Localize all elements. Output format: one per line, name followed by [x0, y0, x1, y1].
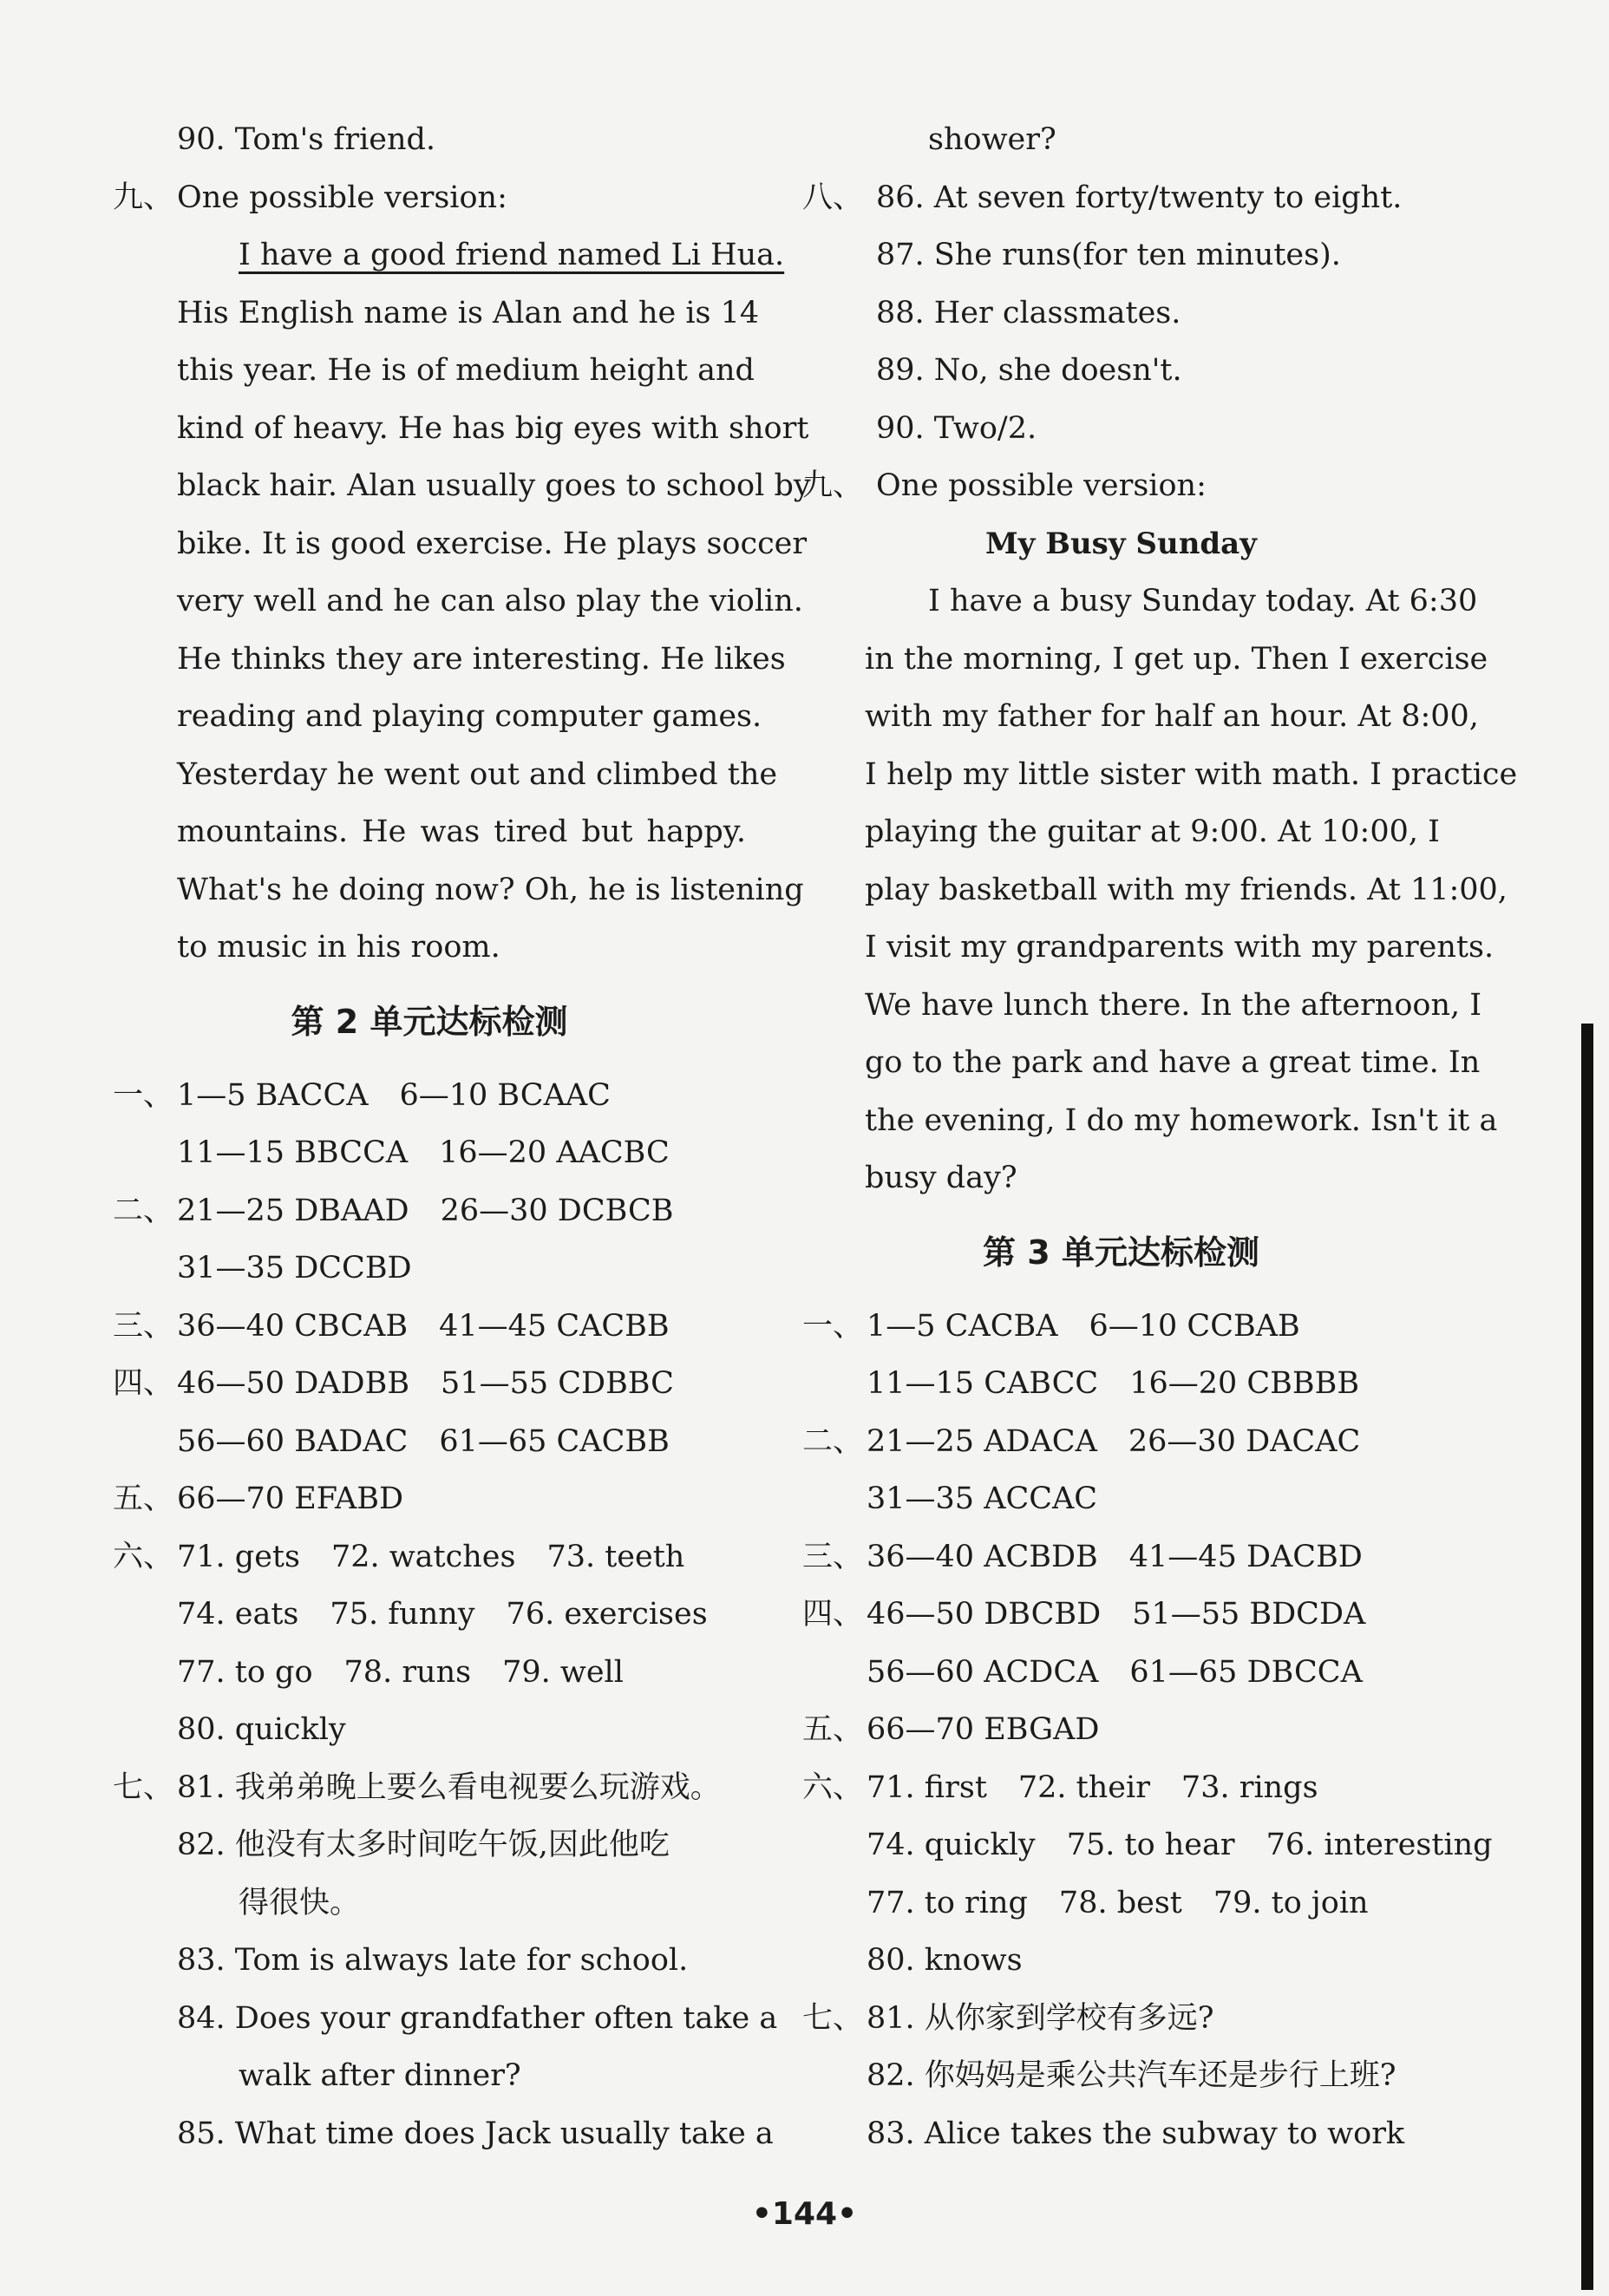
- essay-line: the evening, I do my homework. Isn't it a: [865, 1102, 1498, 1138]
- answer-group: 21—25 ADACA: [867, 1423, 1097, 1459]
- answer-group: 36—40 CBCAB: [177, 1308, 409, 1344]
- answer-line: 90. Two/2.: [876, 410, 1037, 446]
- answer-group: 21—25 DBAAD: [177, 1193, 409, 1228]
- answer-item: 79. well: [502, 1654, 624, 1690]
- essay-line: He thinks they are interesting. He likes: [177, 641, 786, 677]
- answer-group: 56—60 ACDCA: [867, 1654, 1099, 1690]
- section-marker: 七、: [113, 1769, 174, 1805]
- answer-group: 1—5 CACBA: [867, 1308, 1058, 1344]
- answer-group: 46—50 DBCBD: [867, 1597, 1102, 1632]
- answer-item: 71. first: [867, 1769, 987, 1805]
- answer-line: [802, 1470, 1440, 1528]
- essay-line: We have lunch there. In the afternoon, I: [865, 987, 1482, 1023]
- essay-line: to music in his room.: [177, 930, 500, 965]
- answer-line: 82. 他没有太多时间吃午饭,因此他吃: [177, 1828, 670, 1862]
- answer-group: 31—35 DCCBD: [177, 1251, 412, 1285]
- answer-line: 89. No, she doesn't.: [876, 353, 1182, 388]
- answer-line: [113, 1413, 746, 1471]
- answer-line: [802, 1298, 1440, 1356]
- essay-line: this year. He is of medium height and: [177, 353, 755, 388]
- section-marker: 二、: [802, 1423, 864, 1459]
- answer-group: 61—65 DBCCA: [1129, 1654, 1363, 1690]
- answer-item: 74. eats: [177, 1597, 299, 1632]
- answer-item: 77. to ring: [867, 1885, 1028, 1920]
- answer-line: [802, 1413, 1440, 1471]
- answer-line: 90. Tom's friend.: [177, 122, 436, 157]
- essay-opening: I have a good friend named Li Hua.: [239, 238, 785, 272]
- essay-title: My Busy Sunday: [985, 526, 1257, 561]
- essay-line: I have a busy Sunday today. At 6:30: [928, 584, 1478, 618]
- answer-item: 75. funny: [330, 1597, 475, 1632]
- essay-line: with my father for half an hour. At 8:00,: [865, 699, 1479, 734]
- answer-item: 73. teeth: [546, 1539, 685, 1574]
- section-marker: 一、: [113, 1077, 174, 1113]
- answer-line: [802, 1759, 1440, 1817]
- answer-group: 41—45 DACBD: [1128, 1539, 1363, 1574]
- answer-group: 41—45 CACBB: [439, 1308, 670, 1344]
- page-number: •144•: [751, 2196, 858, 2232]
- answer-group: 26—30 DACAC: [1128, 1423, 1361, 1459]
- answer-text: 86. At seven forty/twenty to eight.: [876, 180, 1403, 215]
- answer-text: 81. 从你家到学校有多远?: [867, 2000, 1214, 2036]
- essay-first-line: [113, 226, 785, 285]
- section-marker: 五、: [802, 1712, 864, 1747]
- answer-line: [113, 1124, 746, 1182]
- answer-line: [802, 1816, 1493, 1874]
- answer-item: 78. best: [1058, 1885, 1182, 1920]
- answer-item: 76. interesting: [1266, 1828, 1493, 1862]
- essay-line: Yesterday he went out and climbed the: [177, 756, 778, 792]
- answer-item: 77. to go: [177, 1654, 313, 1690]
- section-marker: 九、: [113, 180, 174, 215]
- answer-group: 16—20 AACBC: [439, 1135, 670, 1170]
- answer-line: walk after dinner?: [239, 2058, 521, 2093]
- section-marker: 一、: [802, 1308, 864, 1344]
- answer-group: 56—60 BADAC: [177, 1423, 409, 1459]
- answer-group: 51—55 BDCDA: [1132, 1597, 1366, 1632]
- answer-line: 80. quickly: [177, 1712, 346, 1747]
- answer-line: 83. Alice takes the subway to work: [867, 2116, 1405, 2151]
- answer-line: 83. Tom is always late for school.: [177, 1943, 689, 1978]
- essay-line: reading and playing computer games.: [177, 699, 762, 734]
- section-marker: 八、: [802, 180, 864, 215]
- answer-item: 72. watches: [330, 1539, 516, 1574]
- answer-group: 11—15 CABCC: [867, 1366, 1099, 1401]
- answer-line: [113, 1470, 746, 1528]
- answer-item: 73. rings: [1181, 1769, 1318, 1805]
- unit-heading: 第 3 单元达标检测: [983, 1233, 1259, 1272]
- essay-line: go to the park and have a great time. In: [865, 1045, 1481, 1080]
- section-marker: 六、: [113, 1539, 174, 1574]
- answer-line: 85. What time does Jack usually take a: [177, 2116, 774, 2151]
- essay-line: What's he doing now? Oh, he is listening: [177, 872, 804, 907]
- section-marker: 七、: [802, 2000, 864, 2036]
- answer-line: [802, 1586, 1440, 1644]
- section-text: One possible version:: [177, 180, 507, 215]
- answer-line: [113, 1355, 746, 1413]
- answer-group: 1—5 BACCA: [177, 1077, 369, 1113]
- essay-line: I help my little sister with math. I practice: [865, 756, 1518, 792]
- essay-line: mountains. He was tired but happy.: [177, 814, 746, 849]
- answer-line: [802, 1644, 1440, 1702]
- section-marker: 六、: [802, 1769, 864, 1805]
- answer-line: [113, 1182, 746, 1240]
- section-marker: 三、: [113, 1308, 174, 1344]
- answer-group: 66—70 EFABD: [177, 1482, 404, 1516]
- left-column: [113, 111, 811, 2162]
- essay-line: in the morning, I get up. Then I exercise: [865, 641, 1488, 677]
- page-edge-bar: [1581, 1024, 1593, 2290]
- answer-line: 88. Her classmates.: [876, 295, 1181, 330]
- essay-line: busy day?: [865, 1161, 1017, 1195]
- section-marker: 四、: [113, 1366, 174, 1401]
- essay-line: kind of heavy. He has big eyes with short: [177, 410, 809, 446]
- answer-group: 26—30 DCBCB: [440, 1193, 674, 1228]
- answer-group: 51—55 CDBBC: [441, 1366, 674, 1401]
- section-line: [802, 457, 1440, 515]
- answer-line: 87. She runs(for ten minutes).: [876, 238, 1341, 272]
- right-column: [802, 111, 1518, 2162]
- answer-line: [113, 1586, 746, 1644]
- answer-line: [113, 1240, 746, 1298]
- essay-line: His English name is Alan and he is 14: [177, 295, 760, 330]
- answer-line: [113, 1644, 746, 1702]
- essay-line: black hair. Alan usually goes to school by: [177, 468, 811, 503]
- section-text: One possible version:: [876, 468, 1207, 503]
- answer-group: 66—70 EBGAD: [867, 1712, 1100, 1747]
- answer-group: 36—40 ACBDB: [867, 1539, 1098, 1574]
- unit-heading: 第 2 单元达标检测: [291, 1002, 568, 1041]
- section-marker: 五、: [113, 1482, 174, 1516]
- answer-group: 16—20 CBBBB: [1129, 1366, 1360, 1401]
- answer-group: 61—65 CACBB: [439, 1423, 670, 1459]
- answer-line: [802, 1990, 1440, 2048]
- answer-line: [802, 1701, 1440, 1759]
- answer-item: 76. exercises: [506, 1597, 708, 1632]
- answer-item: 71. gets: [177, 1539, 300, 1574]
- section-marker: 二、: [113, 1193, 174, 1228]
- answer-group: 31—35 ACCAC: [867, 1482, 1098, 1516]
- answer-line: [113, 1759, 746, 1817]
- answer-group: 6—10 BCAAC: [399, 1077, 611, 1113]
- answer-line: [113, 1298, 746, 1356]
- answer-group: 6—10 CCBAB: [1089, 1308, 1300, 1344]
- section-marker: 四、: [802, 1597, 864, 1632]
- answer-group: 11—15 BBCCA: [177, 1135, 409, 1170]
- answer-line: [113, 1067, 746, 1125]
- answer-line: [802, 1355, 1440, 1413]
- answer-item: 75. to hear: [1066, 1828, 1235, 1862]
- answer-line: 得很快。: [239, 1885, 361, 1920]
- answer-line: 84. Does your grandfather often take a: [177, 2000, 778, 2036]
- section-marker: 三、: [802, 1539, 864, 1574]
- answer-line: 82. 你妈妈是乘公共汽车还是步行上班?: [867, 2058, 1396, 2093]
- essay-line: very well and he can also play the violin.: [177, 584, 803, 618]
- essay-line: playing the guitar at 9:00. At 10:00, I: [865, 814, 1440, 849]
- essay-line: play basketball with my friends. At 11:00,: [865, 872, 1508, 907]
- answer-line: shower?: [928, 122, 1056, 157]
- answer-item: 72. their: [1017, 1769, 1150, 1805]
- answer-item: 79. to join: [1213, 1885, 1369, 1920]
- section-line: [113, 169, 746, 227]
- answer-line: [802, 1874, 1440, 1933]
- essay-line: I visit my grandparents with my parents.: [865, 930, 1495, 965]
- answer-line: 80. knows: [867, 1943, 1023, 1978]
- essay-line: bike. It is good exercise. He plays soccer: [177, 526, 808, 561]
- answer-group: 46—50 DADBB: [177, 1366, 410, 1401]
- answer-item: 74. quickly: [867, 1828, 1036, 1862]
- answer-line: [113, 1528, 746, 1586]
- answer-line: [802, 169, 1440, 227]
- answer-line: [802, 1528, 1440, 1586]
- section-marker: 九、: [802, 468, 864, 503]
- answer-item: 78. runs: [343, 1654, 472, 1690]
- answer-text: 81. 我弟弟晚上要么看电视要么玩游戏。: [177, 1769, 721, 1805]
